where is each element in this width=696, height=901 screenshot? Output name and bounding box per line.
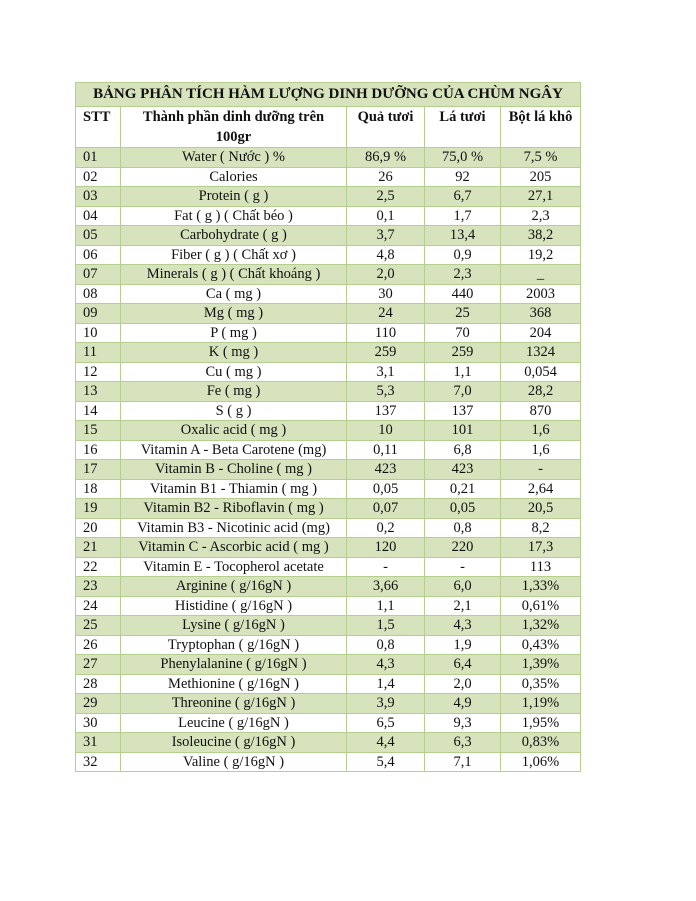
row-component-name: Vitamin A - Beta Carotene (mg) [121,440,347,460]
row-dry-leaf-powder-value: 205 [501,167,581,187]
row-fresh-fruit-value: 0,8 [347,635,425,655]
table-row [76,557,581,577]
row-dry-leaf-powder-value: 0,054 [501,362,581,382]
row-dry-leaf-powder-value: 7,5 % [501,148,581,168]
row-dry-leaf-powder-value: 38,2 [501,226,581,246]
row-stt: 02 [76,167,121,187]
row-dry-leaf-powder-value: 204 [501,323,581,343]
row-dry-leaf-powder-value: 2,64 [501,479,581,499]
header-stt: STT [76,107,121,148]
table-title: BẢNG PHÂN TÍCH HÀM LƯỢNG DINH DƯỠNG CỦA CHÙM NGÂY [76,83,581,107]
table-row [76,206,581,226]
row-stt: 06 [76,245,121,265]
row-stt: 01 [76,148,121,168]
nutrition-table [75,82,581,772]
header-fresh-leaf: Lá tươi [425,107,501,148]
table-row [76,343,581,363]
table-row [76,187,581,207]
row-component-name: Vitamin B1 - Thiamin ( mg ) [121,479,347,499]
table-row [76,538,581,558]
table-row [76,713,581,733]
table-row [76,655,581,675]
table-row [76,284,581,304]
row-fresh-leaf-value: 0,8 [425,518,501,538]
row-stt: 18 [76,479,121,499]
row-fresh-leaf-value: 75,0 % [425,148,501,168]
row-stt: 05 [76,226,121,246]
row-dry-leaf-powder-value: 0,61% [501,596,581,616]
row-fresh-fruit-value: 1,5 [347,616,425,636]
row-component-name: Tryptophan ( g/16gN ) [121,635,347,655]
row-dry-leaf-powder-value: 113 [501,557,581,577]
row-dry-leaf-powder-value: 27,1 [501,187,581,207]
row-fresh-fruit-value: 0,11 [347,440,425,460]
row-dry-leaf-powder-value: 1,33% [501,577,581,597]
row-component-name: Fe ( mg ) [121,382,347,402]
row-component-name: Arginine ( g/16gN ) [121,577,347,597]
row-stt: 25 [76,616,121,636]
row-stt: 28 [76,674,121,694]
table-row [76,265,581,285]
row-fresh-fruit-value: 120 [347,538,425,558]
row-component-name: S ( g ) [121,401,347,421]
row-dry-leaf-powder-value: 1,32% [501,616,581,636]
row-dry-leaf-powder-value: 1,06% [501,752,581,772]
row-component-name: Mg ( mg ) [121,304,347,324]
row-dry-leaf-powder-value: 1,19% [501,694,581,714]
row-fresh-leaf-value: 4,3 [425,616,501,636]
row-dry-leaf-powder-value: 2,3 [501,206,581,226]
table-row [76,733,581,753]
row-fresh-leaf-value: 6,3 [425,733,501,753]
row-stt: 15 [76,421,121,441]
header-fresh-fruit: Quả tươi [347,107,425,148]
row-stt: 26 [76,635,121,655]
row-fresh-leaf-value: 137 [425,401,501,421]
row-stt: 03 [76,187,121,207]
table-row [76,694,581,714]
row-dry-leaf-powder-value: 0,35% [501,674,581,694]
row-fresh-fruit-value: - [347,557,425,577]
table-row [76,304,581,324]
row-stt: 08 [76,284,121,304]
row-stt: 10 [76,323,121,343]
table-row [76,421,581,441]
table-row [76,499,581,519]
row-component-name: Histidine ( g/16gN ) [121,596,347,616]
table-row [76,460,581,480]
row-stt: 11 [76,343,121,363]
row-fresh-leaf-value: 1,7 [425,206,501,226]
table-row [76,577,581,597]
row-fresh-leaf-value: 1,1 [425,362,501,382]
row-fresh-leaf-value: 6,8 [425,440,501,460]
header-dry-leaf-powder: Bột lá khô [501,107,581,148]
row-dry-leaf-powder-value: 1,6 [501,421,581,441]
row-fresh-fruit-value: 0,1 [347,206,425,226]
row-component-name: Isoleucine ( g/16gN ) [121,733,347,753]
row-fresh-leaf-value: 7,1 [425,752,501,772]
row-stt: 04 [76,206,121,226]
row-fresh-fruit-value: 6,5 [347,713,425,733]
row-fresh-leaf-value: 101 [425,421,501,441]
row-component-name: Vitamin B2 - Riboflavin ( mg ) [121,499,347,519]
row-dry-leaf-powder-value: 1,6 [501,440,581,460]
row-fresh-fruit-value: 10 [347,421,425,441]
row-fresh-leaf-value: 2,1 [425,596,501,616]
table-row [76,518,581,538]
row-dry-leaf-powder-value: 1,39% [501,655,581,675]
table-row [76,226,581,246]
table-row [76,440,581,460]
row-component-name: Cu ( mg ) [121,362,347,382]
row-fresh-leaf-value: 6,0 [425,577,501,597]
row-fresh-fruit-value: 5,3 [347,382,425,402]
row-dry-leaf-powder-value: 0,43% [501,635,581,655]
row-fresh-fruit-value: 1,4 [347,674,425,694]
row-dry-leaf-powder-value: 368 [501,304,581,324]
row-fresh-leaf-value: 440 [425,284,501,304]
row-fresh-leaf-value: 7,0 [425,382,501,402]
row-fresh-fruit-value: 24 [347,304,425,324]
row-stt: 12 [76,362,121,382]
row-dry-leaf-powder-value: 20,5 [501,499,581,519]
row-component-name: Calories [121,167,347,187]
row-dry-leaf-powder-value: 17,3 [501,538,581,558]
table-row [76,752,581,772]
row-fresh-fruit-value: 3,7 [347,226,425,246]
table-row [76,596,581,616]
row-fresh-leaf-value: 6,7 [425,187,501,207]
row-fresh-leaf-value: 2,0 [425,674,501,694]
row-fresh-leaf-value: 25 [425,304,501,324]
row-fresh-leaf-value: 9,3 [425,713,501,733]
row-fresh-leaf-value: 423 [425,460,501,480]
row-stt: 23 [76,577,121,597]
row-fresh-leaf-value: 70 [425,323,501,343]
row-component-name: Fiber ( g ) ( Chất xơ ) [121,245,347,265]
row-fresh-leaf-value: 0,21 [425,479,501,499]
row-stt: 29 [76,694,121,714]
row-fresh-leaf-value: 1,9 [425,635,501,655]
row-stt: 09 [76,304,121,324]
row-stt: 07 [76,265,121,285]
row-stt: 30 [76,713,121,733]
row-component-name: Valine ( g/16gN ) [121,752,347,772]
row-fresh-leaf-value: 4,9 [425,694,501,714]
table-row [76,401,581,421]
table-row [76,382,581,402]
row-component-name: K ( mg ) [121,343,347,363]
row-dry-leaf-powder-value: - [501,460,581,480]
row-dry-leaf-powder-value: 28,2 [501,382,581,402]
row-fresh-fruit-value: 3,1 [347,362,425,382]
row-component-name: Vitamin B - Choline ( mg ) [121,460,347,480]
row-fresh-leaf-value: 13,4 [425,226,501,246]
row-stt: 24 [76,596,121,616]
row-fresh-fruit-value: 0,2 [347,518,425,538]
row-component-name: Oxalic acid ( mg ) [121,421,347,441]
table-row [76,167,581,187]
row-component-name: Fat ( g ) ( Chất béo ) [121,206,347,226]
row-component-name: Threonine ( g/16gN ) [121,694,347,714]
row-fresh-fruit-value: 4,3 [347,655,425,675]
row-component-name: Lysine ( g/16gN ) [121,616,347,636]
row-stt: 32 [76,752,121,772]
row-fresh-leaf-value: 6,4 [425,655,501,675]
row-component-name: Water ( Nước ) % [121,148,347,168]
row-stt: 17 [76,460,121,480]
row-dry-leaf-powder-value: 2003 [501,284,581,304]
table-row [76,674,581,694]
row-dry-leaf-powder-value: _ [501,265,581,285]
header-component: Thành phần dinh dưỡng trên 100gr [121,107,347,148]
row-component-name: Methionine ( g/16gN ) [121,674,347,694]
table-row [76,635,581,655]
table-row [76,148,581,168]
row-dry-leaf-powder-value: 1324 [501,343,581,363]
row-dry-leaf-powder-value: 1,95% [501,713,581,733]
row-fresh-fruit-value: 5,4 [347,752,425,772]
row-fresh-fruit-value: 1,1 [347,596,425,616]
table-row [76,616,581,636]
row-fresh-leaf-value: 2,3 [425,265,501,285]
row-stt: 13 [76,382,121,402]
row-component-name: P ( mg ) [121,323,347,343]
row-stt: 31 [76,733,121,753]
table-row [76,323,581,343]
row-stt: 16 [76,440,121,460]
row-fresh-fruit-value: 423 [347,460,425,480]
row-fresh-leaf-value: 92 [425,167,501,187]
row-component-name: Protein ( g ) [121,187,347,207]
row-stt: 21 [76,538,121,558]
row-fresh-fruit-value: 0,05 [347,479,425,499]
row-fresh-leaf-value: 259 [425,343,501,363]
row-fresh-fruit-value: 86,9 % [347,148,425,168]
row-component-name: Vitamin E - Tocopherol acetate [121,557,347,577]
header-row [76,107,581,148]
row-fresh-leaf-value: 0,05 [425,499,501,519]
row-component-name: Carbohydrate ( g ) [121,226,347,246]
row-fresh-fruit-value: 2,0 [347,265,425,285]
table-body [76,148,581,772]
row-stt: 19 [76,499,121,519]
row-fresh-leaf-value: 0,9 [425,245,501,265]
row-fresh-fruit-value: 0,07 [347,499,425,519]
row-fresh-fruit-value: 3,66 [347,577,425,597]
table-row [76,479,581,499]
row-dry-leaf-powder-value: 870 [501,401,581,421]
table-row [76,245,581,265]
row-fresh-fruit-value: 4,8 [347,245,425,265]
row-stt: 14 [76,401,121,421]
row-dry-leaf-powder-value: 19,2 [501,245,581,265]
row-component-name: Phenylalanine ( g/16gN ) [121,655,347,675]
row-fresh-fruit-value: 137 [347,401,425,421]
row-stt: 27 [76,655,121,675]
table-row [76,362,581,382]
row-fresh-leaf-value: 220 [425,538,501,558]
row-fresh-fruit-value: 259 [347,343,425,363]
row-component-name: Vitamin B3 - Nicotinic acid (mg) [121,518,347,538]
row-component-name: Leucine ( g/16gN ) [121,713,347,733]
row-fresh-fruit-value: 30 [347,284,425,304]
row-fresh-leaf-value: - [425,557,501,577]
row-dry-leaf-powder-value: 0,83% [501,733,581,753]
row-component-name: Vitamin C - Ascorbic acid ( mg ) [121,538,347,558]
row-component-name: Minerals ( g ) ( Chất khoáng ) [121,265,347,285]
row-stt: 20 [76,518,121,538]
row-fresh-fruit-value: 4,4 [347,733,425,753]
row-stt: 22 [76,557,121,577]
row-fresh-fruit-value: 110 [347,323,425,343]
row-fresh-fruit-value: 2,5 [347,187,425,207]
row-component-name: Ca ( mg ) [121,284,347,304]
row-fresh-fruit-value: 3,9 [347,694,425,714]
row-dry-leaf-powder-value: 8,2 [501,518,581,538]
row-fresh-fruit-value: 26 [347,167,425,187]
